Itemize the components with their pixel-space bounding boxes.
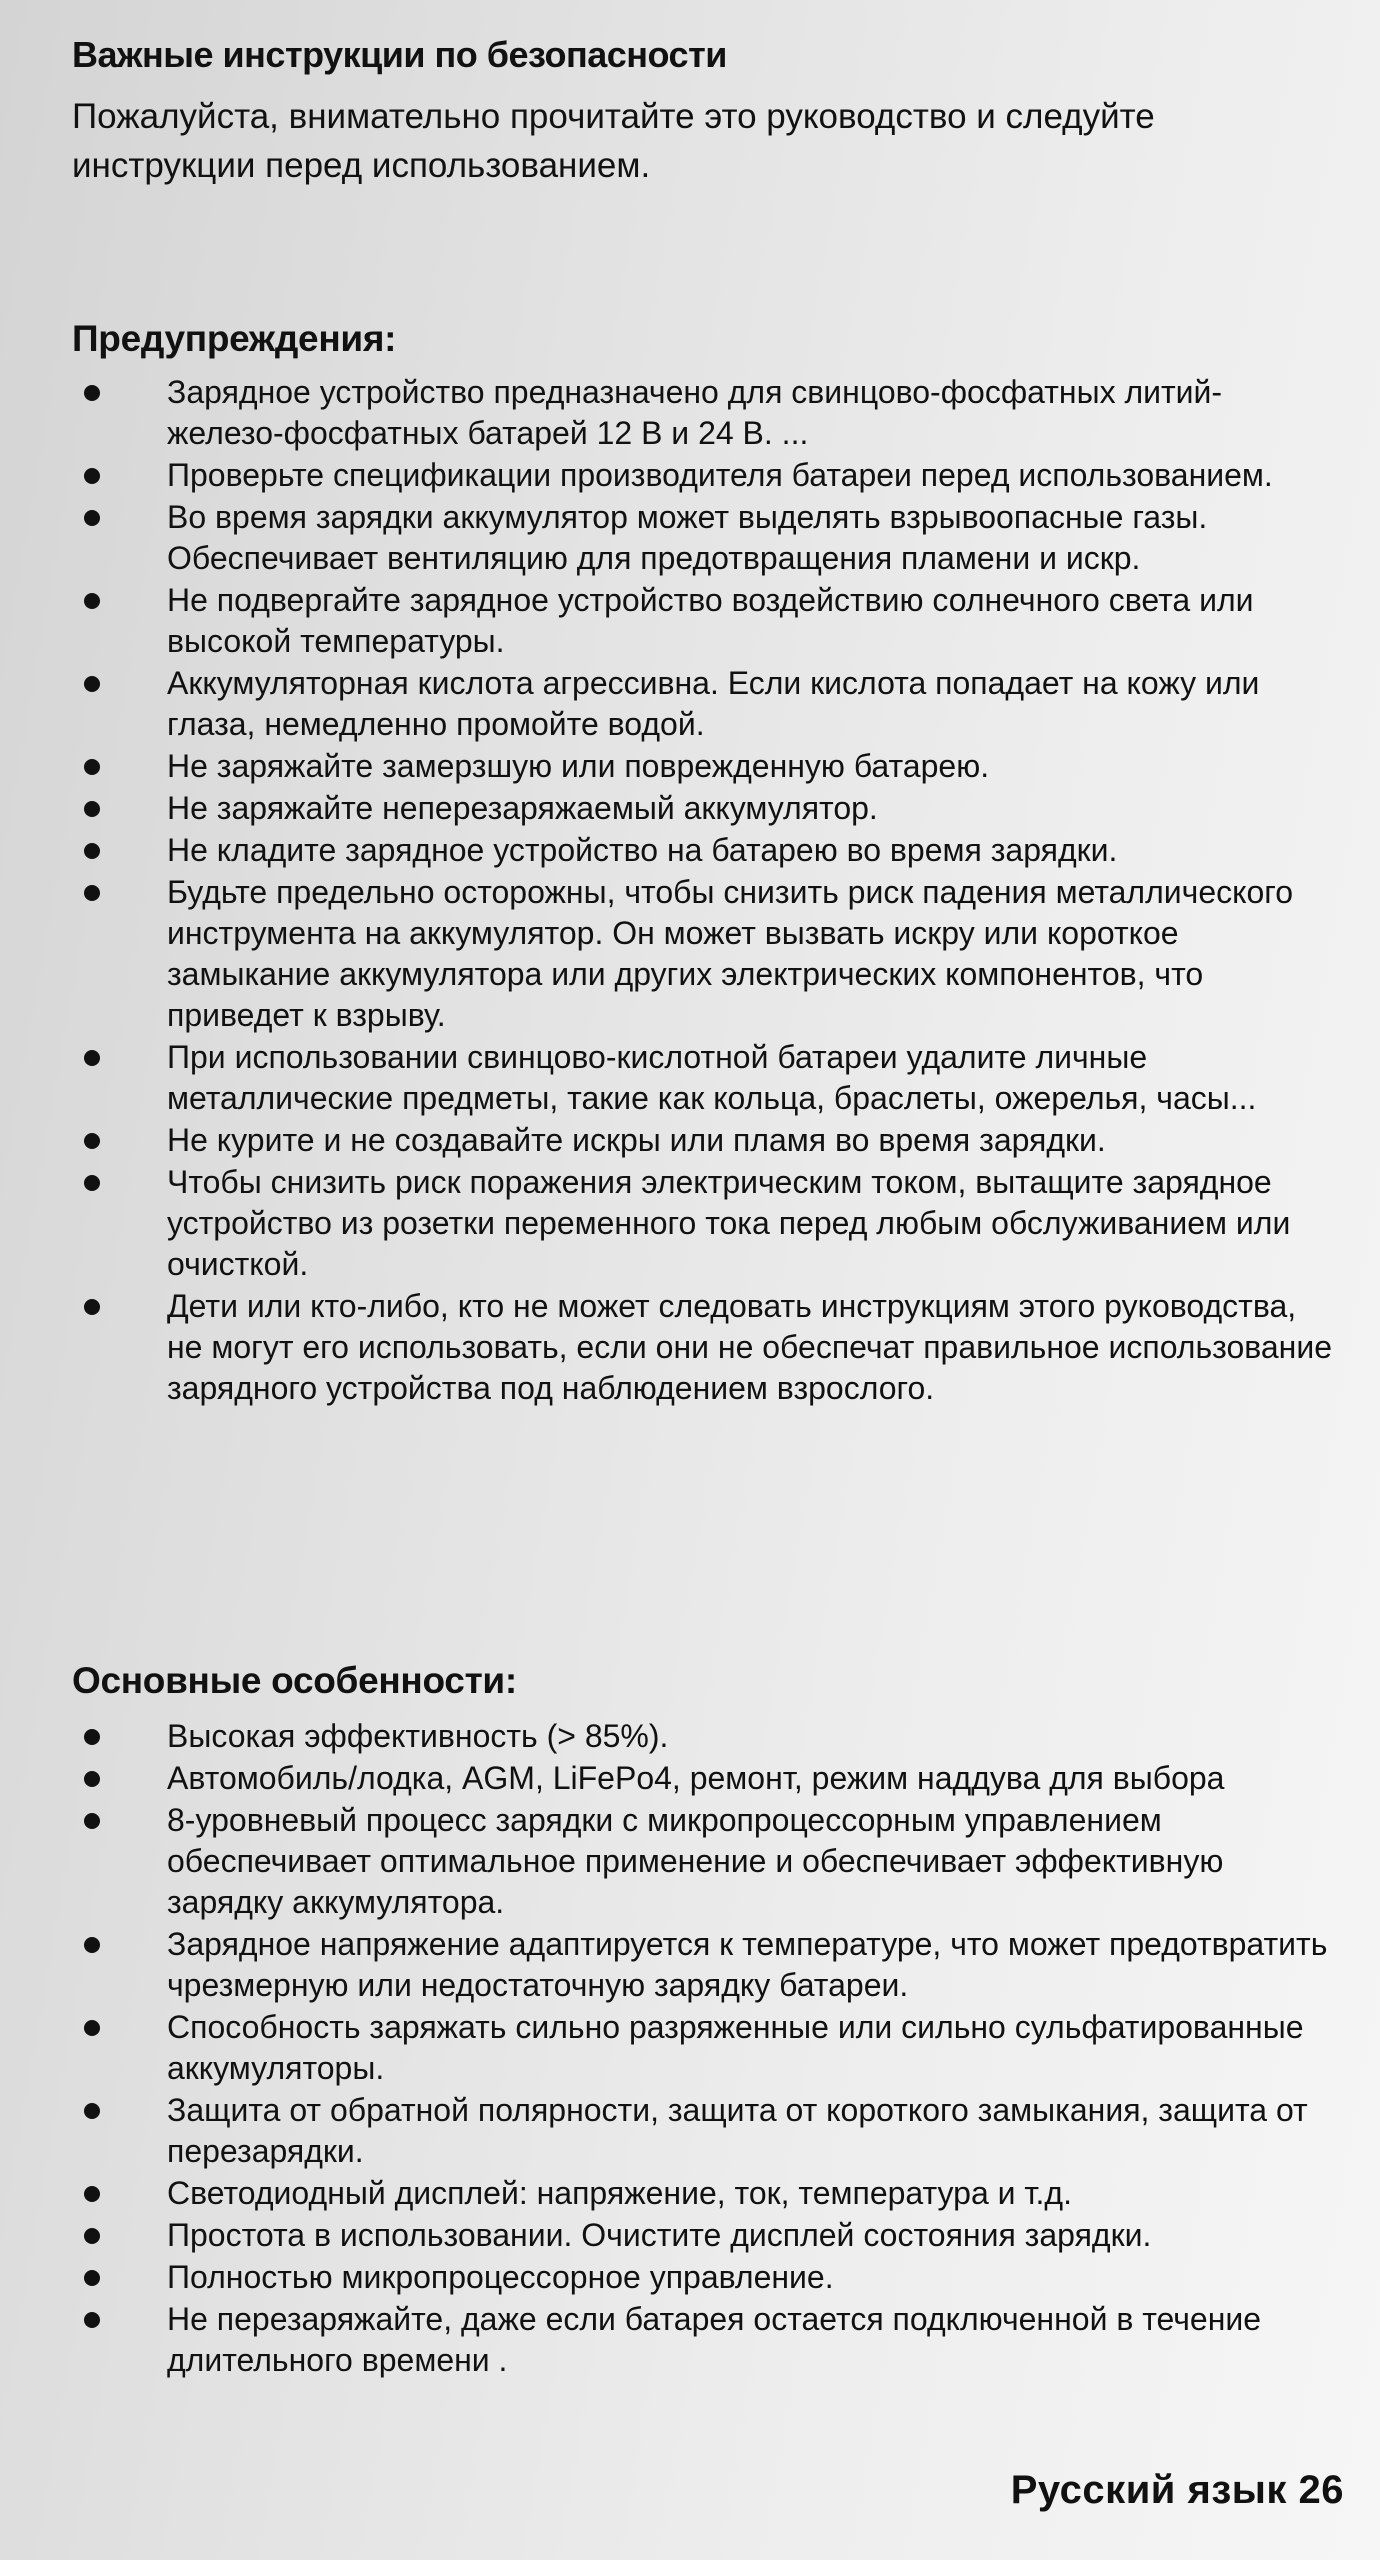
list-item: Простота в использовании. Очистите дисплей состояния зарядки. [72, 2215, 1332, 2256]
bullet-icon [84, 385, 100, 401]
bullet-icon [84, 1729, 100, 1745]
list-item: Проверьте спецификации производителя батареи перед использованием. [72, 455, 1332, 496]
safety-instructions-title: Важные инструкции по безопасности [72, 34, 727, 75]
warnings-list [72, 372, 1332, 1410]
list-item: Аккумуляторная кислота агрессивна. Если кислота попадает на кожу или глаза, немедленно промойте водой. [72, 663, 1332, 745]
bullet-icon [84, 2103, 100, 2119]
bullet-icon [84, 2186, 100, 2202]
bullet-icon [84, 2228, 100, 2244]
list-item: Защита от обратной полярности, защита от короткого замыкания, защита от перезарядки. [72, 2090, 1332, 2172]
bullet-icon [84, 801, 100, 817]
list-item: Высокая эффективность (> 85%). [72, 1716, 1332, 1757]
bullet-icon [84, 1771, 100, 1787]
bullet-icon [84, 759, 100, 775]
bullet-icon [84, 676, 100, 692]
bullet-icon [84, 1175, 100, 1191]
bullet-icon [84, 593, 100, 609]
list-item: Не заряжайте замерзшую или поврежденную батарею. [72, 746, 1332, 787]
list-item: Не курите и не создавайте искры или пламя во время зарядки. [72, 1120, 1332, 1161]
bullet-icon [84, 1133, 100, 1149]
list-item: Зарядное напряжение адаптируется к температуре, что может предотвратить чрезмерную или недостаточную зарядку батареи. [72, 1924, 1332, 2006]
bullet-icon [84, 2270, 100, 2286]
list-item: Во время зарядки аккумулятор может выделять взрывоопасные газы. Обеспечивает вентиляцию для предотвращения пламени и искр. [72, 497, 1332, 579]
list-item: Не кладите зарядное устройство на батарею во время зарядки. [72, 830, 1332, 871]
list-item: Будьте предельно осторожны, чтобы снизить риск падения металлического инструмента на аккумулятор. Он может вызвать искру или короткое замыкание аккумулятора или других электрических компонентов, что приведет к взрыву. [72, 872, 1332, 1036]
list-item: Не подвергайте зарядное устройство воздействию солнечного света или высокой температуры. [72, 580, 1332, 662]
list-item: При использовании свинцово-кислотной батареи удалите личные металлические предметы, такие как кольца, браслеты, ожерелья, часы... [72, 1037, 1332, 1119]
list-item: Не перезаряжайте, даже если батарея остается подключенной в течение длительного времени . [72, 2299, 1332, 2381]
list-item: Дети или кто-либо, кто не может следовать инструкциям этого руководства, не могут его использовать, если они не обеспечат правильное использование зарядного устройства под наблюдением взрослого. [72, 1286, 1332, 1409]
list-item: Чтобы снизить риск поражения электрическим током, вытащите зарядное устройство из розетки переменного тока перед любым обслуживанием или очисткой. [72, 1162, 1332, 1285]
list-item: Зарядное устройство предназначено для свинцово-фосфатных литий-железо-фосфатных батарей 12 В и 24 В. ... [72, 372, 1332, 454]
bullet-icon [84, 1299, 100, 1315]
list-item: Способность заряжать сильно разряженные или сильно сульфатированные аккумуляторы. [72, 2007, 1332, 2089]
bullet-icon [84, 843, 100, 859]
features-heading: Основные особенности: [72, 1660, 517, 1701]
bullet-icon [84, 510, 100, 526]
intro-paragraph: Пожалуйста, внимательно прочитайте это руководство и следуйте инструкции перед использованием. [72, 97, 1155, 185]
bullet-icon [84, 2020, 100, 2036]
list-item: Светодиодный дисплей: напряжение, ток, температура и т.д. [72, 2173, 1332, 2214]
list-item: Автомобиль/лодка, AGM, LiFePo4, ремонт, режим наддува для выбора [72, 1758, 1332, 1799]
list-item: Не заряжайте неперезаряжаемый аккумулятор. [72, 788, 1332, 829]
features-list [72, 1716, 1332, 2382]
bullet-icon [84, 1050, 100, 1066]
warnings-heading: Предупреждения: [72, 318, 397, 359]
bullet-icon [84, 1813, 100, 1829]
bullet-icon [84, 468, 100, 484]
bullet-icon [84, 885, 100, 901]
bullet-icon [84, 2312, 100, 2328]
bullet-icon [84, 1937, 100, 1953]
list-item: 8-уровневый процесс зарядки с микропроцессорным управлением обеспечивает оптимальное применение и обеспечивает эффективную зарядку аккумулятора. [72, 1800, 1332, 1923]
page-footer: Русский язык 26 [1010, 2468, 1344, 2512]
list-item: Полностью микропроцессорное управление. [72, 2257, 1332, 2298]
